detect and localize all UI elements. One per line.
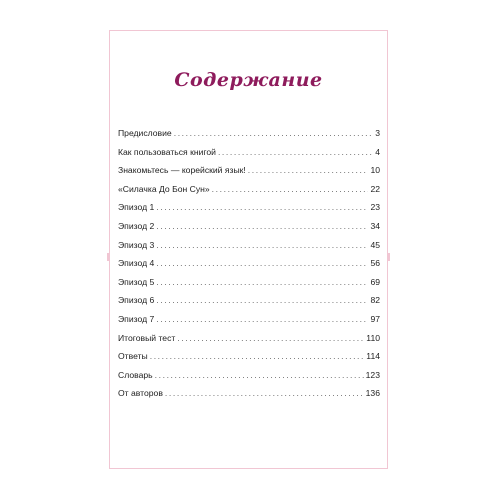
toc-entry[interactable]: [118, 184, 380, 203]
toc-entry-page: 56: [370, 258, 380, 269]
toc-entry-label: Итоговый тест: [118, 332, 176, 343]
toc-entry-page: 136: [365, 388, 380, 399]
toc-entry-page: 3: [375, 128, 380, 138]
page-edge-mark: [388, 253, 390, 261]
toc-entry-page: 123: [365, 369, 380, 380]
toc-entry[interactable]: [118, 351, 380, 370]
toc-leader-dots: [212, 184, 369, 194]
toc-leader-dots: [150, 351, 365, 361]
toc-leader-dots: [248, 165, 369, 175]
toc-leader-dots: [156, 240, 368, 250]
toc-entry-label: Эпизод 2: [118, 220, 155, 231]
toc-leader-dots: [218, 147, 373, 157]
toc-entry[interactable]: [118, 221, 380, 240]
toc-entry-page: 114: [366, 351, 380, 362]
toc-entry[interactable]: [118, 295, 380, 314]
toc-leader-dots: [165, 388, 364, 398]
toc-leader-dots: [155, 370, 364, 380]
toc-entry[interactable]: [118, 128, 380, 147]
toc-entry[interactable]: [118, 277, 380, 296]
toc-entry[interactable]: [118, 165, 380, 184]
toc-entry-page: 110: [366, 332, 380, 343]
toc-leader-dots: [174, 128, 374, 138]
toc-entry-label: Как пользоваться книгой: [118, 146, 216, 157]
toc-leader-dots: [177, 333, 364, 343]
toc-entry-page: 22: [370, 183, 380, 194]
toc-entry-page: 34: [370, 220, 380, 231]
toc-entry-label: Эпизод 4: [118, 258, 155, 269]
toc-entry-page: 69: [370, 276, 380, 287]
toc-entry-page: 45: [370, 239, 380, 250]
toc-leader-dots: [156, 277, 368, 287]
toc-entry[interactable]: [118, 240, 380, 259]
toc-entry-label: Эпизод 1: [118, 202, 155, 213]
toc-entry[interactable]: [118, 333, 380, 352]
toc-entry[interactable]: [118, 370, 380, 389]
book-page: [109, 30, 388, 469]
toc-entry-label: Ответы: [118, 351, 148, 362]
toc-leader-dots: [156, 221, 368, 231]
toc-entry-page: 4: [375, 146, 380, 157]
toc-entry-page: 97: [370, 313, 380, 324]
toc-entry-page: 82: [370, 295, 380, 306]
toc-leader-dots: [156, 295, 368, 305]
toc-entry[interactable]: [118, 314, 380, 333]
page-title: Содержание: [174, 69, 323, 91]
toc-entry-page: 23: [370, 202, 380, 213]
toc-entry-label: От авторов: [118, 388, 163, 399]
toc-entry-label: Словарь: [118, 369, 153, 380]
toc-leader-dots: [156, 258, 368, 268]
toc-entry-label: Знакомьтесь — корейский язык!: [118, 165, 246, 176]
toc-entry[interactable]: [118, 388, 380, 407]
toc-entry-label: Предисловие: [118, 128, 172, 138]
toc-leader-dots: [156, 202, 368, 212]
toc-entry[interactable]: [118, 258, 380, 277]
toc-entry-label: Эпизод 5: [118, 276, 155, 287]
toc-entry-page: 10: [370, 165, 380, 176]
toc-leader-dots: [156, 314, 368, 324]
toc-entry-label: Эпизод 3: [118, 239, 155, 250]
page-edge-mark: [107, 253, 109, 261]
toc-entry[interactable]: [118, 147, 380, 166]
toc-entry[interactable]: [118, 202, 380, 221]
toc-entry-label: «Силачка До Бон Сун»: [118, 183, 210, 194]
table-of-contents: [118, 128, 380, 407]
toc-entry-label: Эпизод 7: [118, 313, 155, 324]
toc-entry-label: Эпизод 6: [118, 295, 155, 306]
